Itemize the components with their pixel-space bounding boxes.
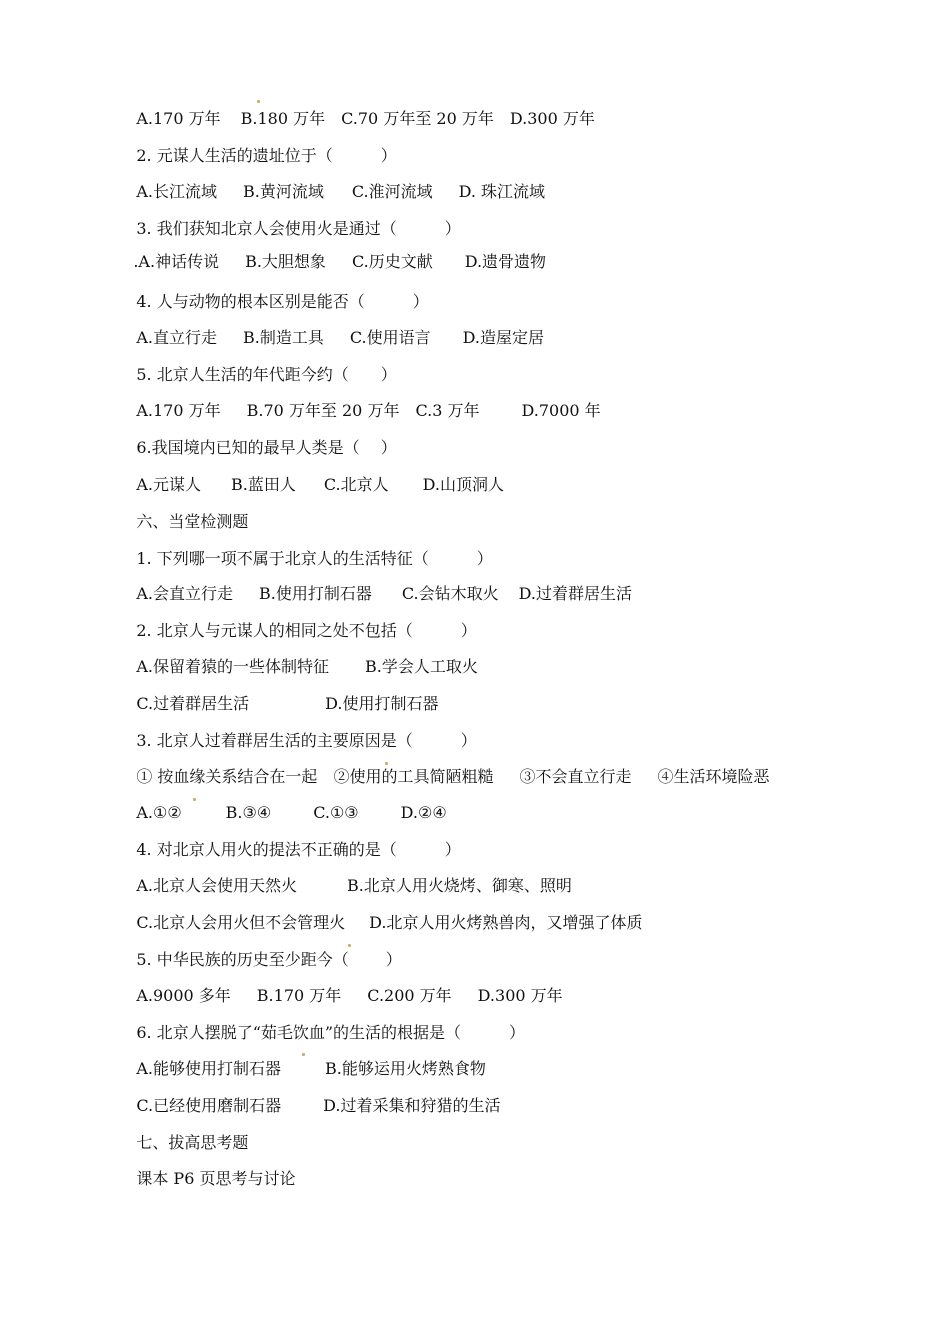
question-text: 3. 北京人过着群居生活的主要原因是（ ） — [136, 731, 477, 750]
option-c: C.3 万年 — [415, 401, 480, 420]
option-a: .A.神话传说 — [133, 252, 220, 271]
option-a: A.①② — [136, 803, 182, 822]
scan-mark — [302, 1053, 305, 1056]
option-a: A.元谋人 — [136, 475, 201, 494]
question-text: 5. 中华民族的历史至少距今（ ） — [136, 950, 402, 969]
option-d: D.7000 年 — [521, 401, 601, 420]
option-a: A.长江流域 — [136, 182, 217, 201]
option-b: B.大胆想象 — [245, 252, 326, 271]
option-c: C.北京人 — [323, 475, 389, 494]
question-text: 4. 人与动物的根本区别是能否（ ） — [136, 292, 429, 311]
statement-1: ① 按血缘关系结合在一起 — [136, 767, 318, 786]
option-b: B.学会人工取火 — [365, 657, 478, 676]
option-a: A.保留着猿的一些体制特征 — [136, 657, 329, 676]
option-b: B.70 万年至 20 万年 — [246, 401, 400, 420]
option-d: D.使用打制石器 — [325, 694, 439, 713]
option-b: B.170 万年 — [256, 986, 342, 1005]
option-a: A.能够使用打制石器 — [136, 1059, 281, 1078]
question-text: 1. 下列哪一项不属于北京人的生活特征（ ） — [136, 549, 493, 568]
option-a: A.北京人会使用天然火 — [136, 876, 297, 895]
option-b: B.能够运用火烤熟食物 — [325, 1059, 486, 1078]
closing-note-text: 课本 P6 页思考与讨论 — [136, 1169, 296, 1188]
option-d: D.过着采集和狩猎的生活 — [323, 1096, 501, 1115]
option-d: D.过着群居生活 — [518, 584, 632, 603]
option-b: B.制造工具 — [243, 328, 324, 347]
option-c: C.使用语言 — [349, 328, 431, 347]
option-b: B.180 万年 — [240, 109, 326, 128]
question-text: 3. 我们获知北京人会使用火是通过（ ） — [136, 219, 461, 238]
option-c: C.北京人会用火但不会管理火 — [136, 913, 346, 932]
question-text: 2. 元谋人生活的遗址位于（ ） — [136, 146, 397, 165]
question-text: 4. 对北京人用火的提法不正确的是（ ） — [136, 840, 461, 859]
option-c: C.淮河流域 — [351, 182, 433, 201]
question-text: 2. 北京人与元谋人的相同之处不包括（ ） — [136, 621, 477, 640]
closing-note — [116, 1149, 295, 1209]
option-d: D.造屋定居 — [462, 328, 544, 347]
scan-mark — [257, 100, 260, 103]
statement-3: ③不会直立行走 — [519, 767, 632, 786]
option-b: B.③④ — [225, 803, 272, 822]
option-c: C.过着群居生活 — [136, 694, 250, 713]
option-d: D.②④ — [400, 803, 447, 822]
statement-2: ②使用的工具简陋粗糙 — [333, 767, 494, 786]
option-a: A.直立行走 — [136, 328, 217, 347]
section-heading-text: 七、拔高思考题 — [136, 1133, 249, 1152]
option-d: D.300 万年 — [509, 109, 595, 128]
option-c: C.200 万年 — [367, 986, 452, 1005]
option-d: D.300 万年 — [477, 986, 563, 1005]
option-d: D. 珠江流域 — [458, 182, 546, 201]
option-c: C.①③ — [313, 803, 359, 822]
option-d: D.北京人用火烤熟兽肉，又增强了体质 — [369, 913, 643, 932]
option-d: D.遗骨遗物 — [464, 252, 547, 271]
section-heading-text: 六、当堂检测题 — [136, 512, 249, 531]
option-b: B.北京人用火烧烤、御寒、照明 — [347, 876, 572, 895]
option-a: A.170 万年 — [136, 109, 221, 128]
option-b: B.蓝田人 — [231, 475, 296, 494]
option-c: C.已经使用磨制石器 — [136, 1096, 282, 1115]
option-a: A.9000 多年 — [136, 986, 231, 1005]
statement-4: ④生活环境险恶 — [657, 767, 770, 786]
scan-mark — [193, 798, 196, 801]
scan-mark — [348, 944, 351, 947]
option-c: C.70 万年至 20 万年 — [341, 109, 494, 128]
option-d: D.山顶洞人 — [422, 475, 504, 494]
question-text: 6.我国境内已知的最早人类是（ ） — [136, 438, 397, 457]
option-a: A.会直立行走 — [136, 584, 233, 603]
option-c: C.会钻木取火 — [401, 584, 499, 603]
option-b: B.使用打制石器 — [259, 584, 372, 603]
option-a: A.170 万年 — [136, 401, 221, 420]
option-c: C.历史文献 — [351, 252, 433, 271]
question-text: 5. 北京人生活的年代距今约（ ） — [136, 365, 397, 384]
question-text: 6. 北京人摆脱了“茹毛饮血”的生活的根据是（ ） — [136, 1023, 526, 1042]
option-b: B.黄河流域 — [243, 182, 324, 201]
scan-mark — [385, 762, 388, 765]
